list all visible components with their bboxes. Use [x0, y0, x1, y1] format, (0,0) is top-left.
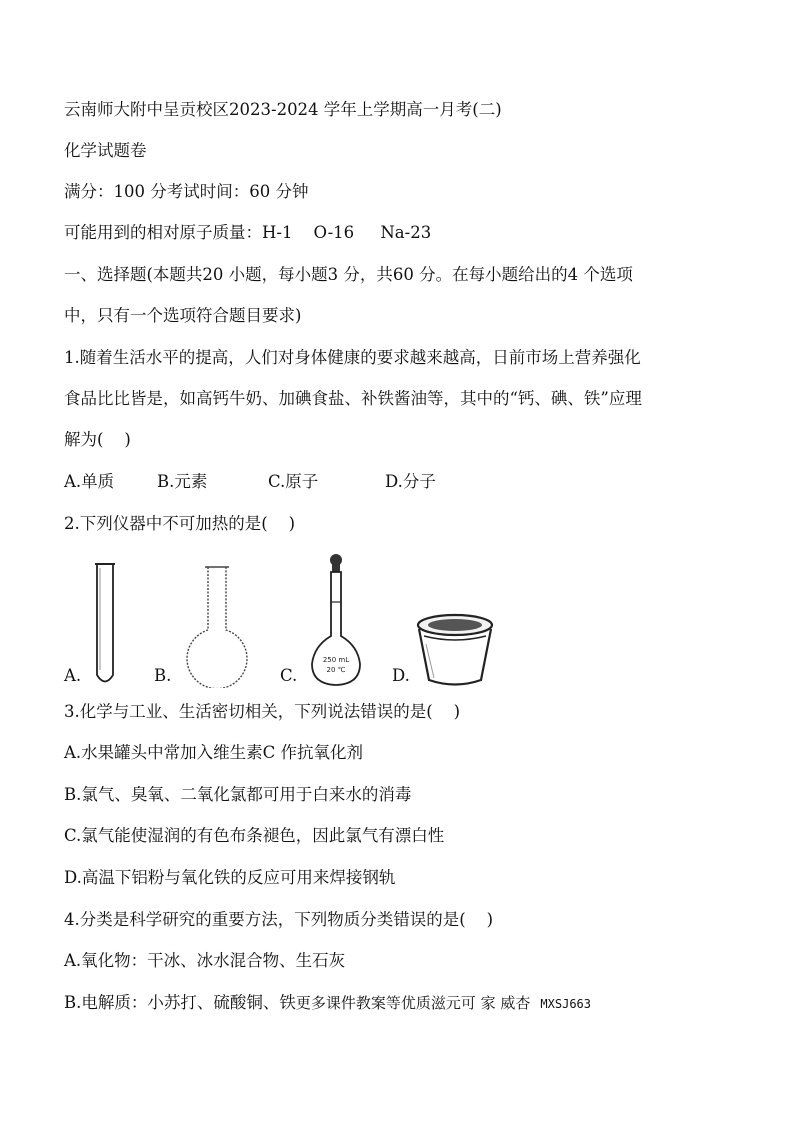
q2-label-d: D.: [392, 666, 410, 685]
q2-stem: 2.下列仪器中不可加热的是( ): [64, 514, 296, 533]
q4-option-b-row: [64, 992, 591, 1015]
q4-option-b: B.电解质：小苏打、硫酸铜、铁: [64, 993, 296, 1012]
q4-stem: 4.分类是科学研究的重要方法，下列物质分类错误的是( ): [64, 910, 494, 929]
exam-title: 云南师大附中呈贡校区2023-2024 学年上学期高一月考(二): [64, 100, 502, 119]
q2-label-b: B.: [154, 666, 172, 685]
section-instruction-line1: 一、选择题(本题共20 小题，每小题3 分，共60 分。在每小题给出的4 个选项: [64, 265, 633, 284]
q3-stem: 3.化学与工业、生活密切相关，下列说法错误的是( ): [64, 702, 461, 721]
q3-option-b: B.氯气、臭氧、二氧化氯都可用于白来水的消毒: [64, 785, 412, 804]
exam-subject: 化学试题卷: [64, 141, 147, 160]
q3-option-c: C.氯气能使湿润的有色布条褪色，因此氯气有漂白性: [64, 826, 445, 845]
q1-options: [64, 471, 436, 493]
volumetric-flask-icon: [308, 552, 364, 688]
exam-info: 满分：100 分考试时间：60 分钟: [64, 182, 309, 201]
q1-option-a: A.单质: [64, 472, 115, 491]
q1-option-d: D.分子: [385, 472, 436, 491]
crucible-icon: [414, 612, 496, 688]
flask-volume-label: 250 mL: [322, 656, 350, 664]
section-instruction-line2: 中，只有一个选项符合题目要求): [64, 306, 302, 325]
watermark-code: MXSJ663: [540, 997, 591, 1011]
q2-figures: [62, 548, 462, 688]
q1-stem-line2: 食品比比皆是，如高钙牛奶、加碘食盐、补铁酱油等，其中的“钙、碘、铁”应理: [64, 389, 642, 408]
flask-temperature-label: 20 ℃: [326, 666, 346, 674]
q4-option-a: A.氧化物：干冰、冰水混合物、生石灰: [64, 951, 346, 970]
q2-label-a: A.: [64, 666, 82, 685]
q1-stem-line3: 解为( ): [64, 430, 131, 449]
q1-option-b: B.元素: [157, 472, 208, 491]
q3-option-a: A.水果罐头中常加入维生素C 作抗氧化剂: [64, 743, 364, 762]
q3-option-d: D.高温下铝粉与氧化铁的反应可用来焊接钢轨: [64, 868, 396, 887]
q1-option-c: C.原子: [268, 472, 319, 491]
test-tube-icon: [92, 560, 118, 688]
round-bottom-flask-icon: [182, 564, 252, 688]
watermark-text: 更多课件教案等优质滋元可 家 威杏: [295, 994, 531, 1012]
q1-stem-line1: 1.随着生活水平的提高，人们对身体健康的要求越来越高，日前市场上营养强化: [64, 348, 641, 367]
q2-label-c: C.: [280, 666, 298, 685]
atomic-mass-line: 可能用到的相对原子质量：H-1 O-16 Na-23: [64, 223, 432, 242]
